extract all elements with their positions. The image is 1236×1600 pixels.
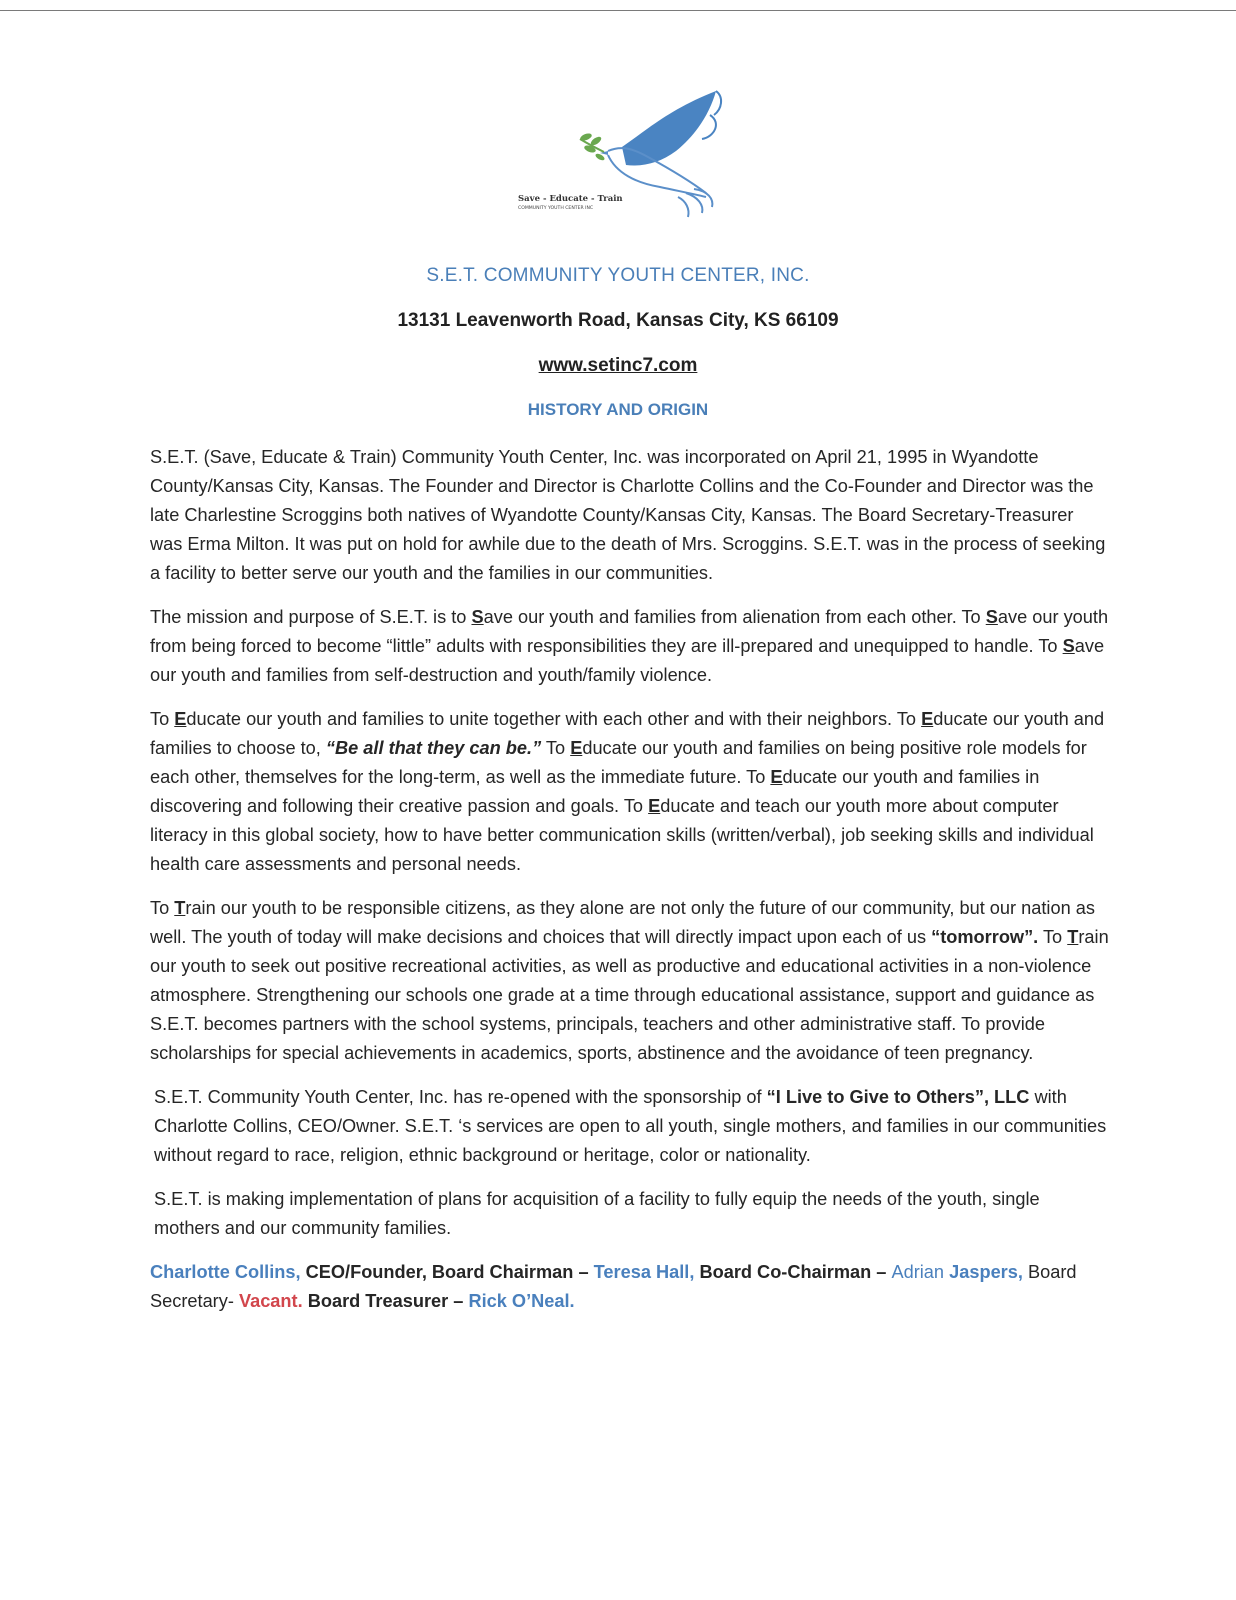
dove-icon xyxy=(510,85,730,225)
document-body xyxy=(150,443,1110,1331)
board-members: Charlotte Collins, CEO/Founder, Board Chairman – Teresa Hall, Board Co-Chairman – Adrian Jaspers, Board Secretary- Vacant. Board Treasurer – Rick O’Neal. xyxy=(150,1262,1077,1311)
svg-text:Save - Educate - Train: Save - Educate - Train xyxy=(518,194,623,204)
paragraph-history: S.E.T. (Save, Educate & Train) Community Youth Center, Inc. was incorporated on April 21, 1995 in Wyandotte County/Kansas City, Kansas. The Founder and Director is Charlotte Collins and the Co-Founder and Director was the late Charlestine Scroggins both natives of Wyandotte County/Kansas City, Kansas. The Board Secretary-Treasurer was Erma Milton. It was put on hold for awhile due to the death of Mrs. Scroggins. S.E.T. was in the process of seeking a facility to better serve our youth and the families in our communities. xyxy=(150,447,1106,583)
paragraph-reopened: S.E.T. Community Youth Center, Inc. has re-opened with the sponsorship of “I Live to Give to Others”, LLC with Charlotte Collins, CEO/Owner. S.E.T. ‘s services are open to all youth, single mothers, and families in our communities without regard to race, religion, ethnic background or heritage, color or nationality. xyxy=(154,1087,1107,1165)
scan-edge-line xyxy=(0,10,1236,11)
paragraph-facility: S.E.T. is making implementation of plans for acquisition of a facility to fully equip the needs of the youth, single mothers and our community families. xyxy=(154,1189,1040,1238)
website-link[interactable]: www.setinc7.com xyxy=(538,355,698,376)
org-name: S.E.T. COMMUNITY YOUTH CENTER, INC. xyxy=(426,265,810,286)
set-logo xyxy=(510,85,730,225)
section-title: HISTORY AND ORIGIN xyxy=(527,400,709,419)
svg-text:COMMUNITY YOUTH CENTER INC: COMMUNITY YOUTH CENTER INC xyxy=(518,206,594,211)
paragraph-educate: To Educate our youth and families to unite together with each other and with their neighbors. To Educate our youth and families to choose to, “Be all that they can be.” To Educate our youth and families on being positive role models for each other, themselves for the long-term, as well as the immediate future. To Educate our youth and families in discovering and following their creative passion and goals. To Educate and teach our youth more about computer literacy in this global society, how to have better communication skills (written/verbal), job seeking skills and individual health care assessments and personal needs. xyxy=(150,709,1105,874)
address: 13131 Leavenworth Road, Kansas City, KS 66109 xyxy=(397,310,839,331)
paragraph-save: The mission and purpose of S.E.T. is to Save our youth and families from alienation from each other. To Save our youth from being forced to become “little” adults with responsibilities they are ill-prepared and unequipped to handle. To Save our youth and families from self-destruction and youth/family violence. xyxy=(150,607,1109,685)
paragraph-train: To Train our youth to be responsible citizens, as they alone are not only the future of our community, but our nation as well. The youth of today will make decisions and choices that will directly impact upon each of us “tomorrow”. To Train our youth to seek out positive recreational activities, as well as productive and educational activities in a non-violence atmosphere. Strengthening our schools one grade at a time through educational assistance, support and guidance as S.E.T. becomes partners with the school systems, principals, teachers and other administrative staff. To provide scholarships for special achievements in academics, sports, abstinence and the avoidance of teen pregnancy. xyxy=(150,898,1109,1063)
